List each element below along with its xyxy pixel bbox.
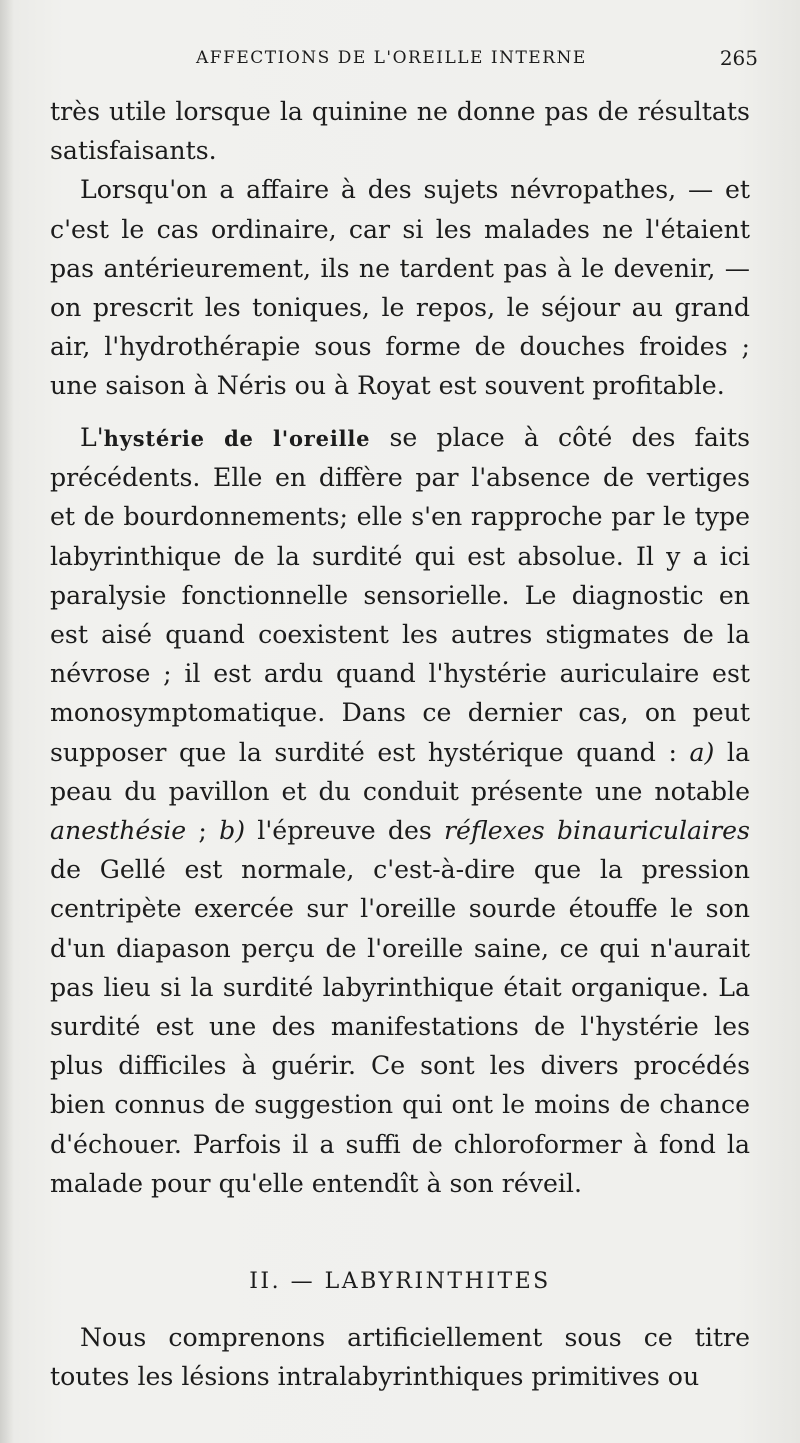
page-number: 265 xyxy=(719,46,758,70)
hysteria-lead-prefix: L' xyxy=(80,423,104,452)
paragraph-neuropathes: Lorsqu'on a affaire à des sujets névropathes, — et c'est le cas ordinaire, car si les malades ne l'étaient pas antérieurement, ils ne tardent pas à le devenir, — on prescrit les toniques, le repos, le séjour au grand air, l'hydrothérapie sous forme de douches froides ; une saison à Néris ou à Royat est souvent profitable. xyxy=(50,175,750,401)
paragraph-continuation: très utile lorsque la quinine ne donne pas de résultats satisfaisants. xyxy=(50,97,750,166)
marker-a: a) xyxy=(689,737,715,767)
paragraph-hysteria xyxy=(50,418,750,1203)
section-heading: II. — LABYRINTHITES xyxy=(249,1269,551,1294)
page-header xyxy=(56,42,760,74)
running-head: AFFECTIONS DE L'OREILLE INTERNE xyxy=(196,48,587,68)
page-gutter-shadow xyxy=(0,0,14,1443)
hysteria-intro: se place à côté des faits précédents. Elle en diffère par l'absence de vertiges et de bourdonnements; elle s'en rapproche par le type labyrinthique de la surdité qui est absolue. Il y a ici paralysie fonctionnelle sensorielle. Le diagnostic en est aisé quand coexistent les autres stigmates de la névrose ; il est ardu quand l'hystérie auriculaire est monosymptomatique. Dans ce dernier cas, on peut supposer que la surdité est hystérique quand : xyxy=(50,423,750,767)
text-block-labyrinthites xyxy=(50,1318,750,1396)
hysteria-text-a: la peau du pavillon et du conduit présente une notable xyxy=(50,737,750,806)
separator-b: ; xyxy=(186,816,220,846)
paragraph-labyrinthites: Nous comprenons artificiellement sous ce titre toutes les lésions intralabyrinthiques primitives ou xyxy=(50,1323,750,1392)
term-reflexes: réflexes binauriculaires xyxy=(444,816,750,846)
hysteria-lead-term: hystérie de l'oreille xyxy=(103,426,371,451)
hysteria-text-b: l'épreuve des xyxy=(245,816,445,846)
text-block-hysteria xyxy=(50,418,750,1203)
text-block-top xyxy=(50,92,750,406)
term-anesthesie: anesthésie xyxy=(50,816,187,846)
hysteria-conclusion: de Gellé est normale, c'est-à-dire que la pression centripète exercée sur l'oreille sourde étouffe le son d'un diapason perçu de l'oreille saine, ce qui n'aurait pas lieu si la surdité labyrinthique était organique. La surdité est une des manifestations de l'hystérie les plus difficiles à guérir. Ce sont les divers procédés bien connus de suggestion qui ont le moins de chance d'échouer. Parfois il a suffi de chloroformer à fond la malade pour qu'elle entendît à son réveil. xyxy=(50,855,750,1198)
marker-b: b) xyxy=(219,816,246,846)
